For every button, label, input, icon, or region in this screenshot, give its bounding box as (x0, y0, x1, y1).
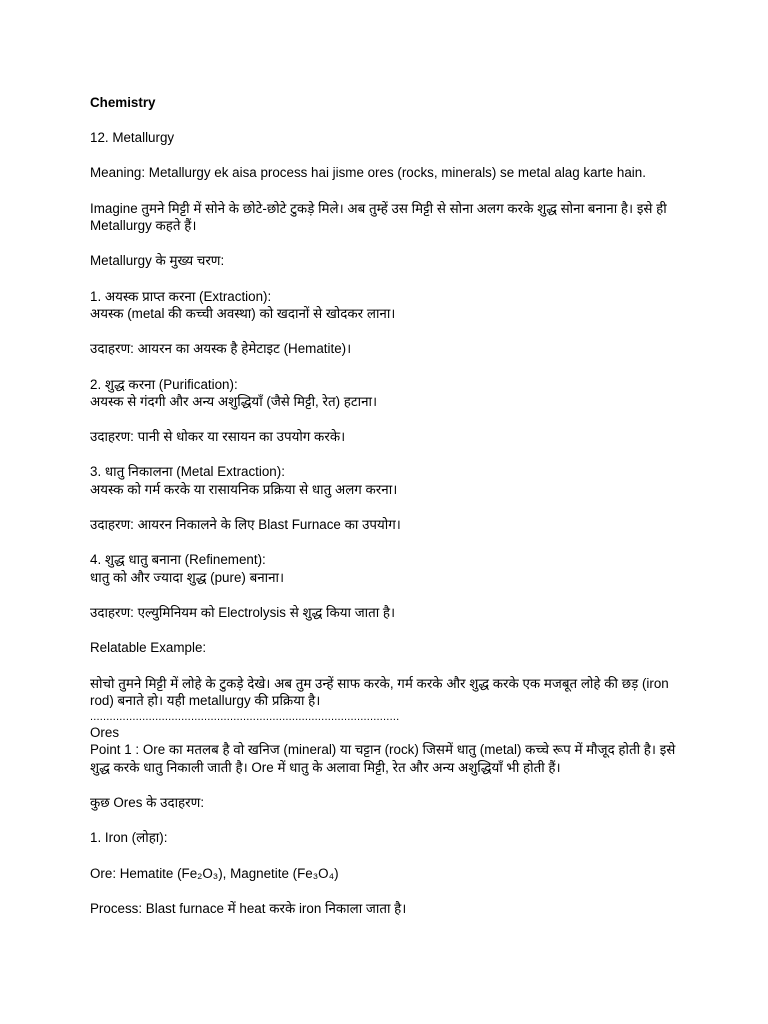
step-description: अयस्क (metal की कच्ची अवस्था) को खदानों से खोदकर लाना। (90, 306, 396, 322)
chapter-heading: 12. Metallurgy (90, 130, 175, 146)
ores-heading: Ores (90, 724, 120, 740)
iron-process-line: Process: Blast furnace में heat करके iron निकाला जाता है। (90, 900, 407, 916)
ores-point-paragraph: Point 1 : Ore का मतलब है वो खनिज (mineral) या चट्टान (rock) जिसमें धातु (metal) कच्चे रूप में मौजूद होती है। इसे शुद्ध करके धातु निकाली जाती है। Ore में धातु के अलावा मिट्टी, रेत और अन्य अशुद्धियाँ भी होती हैं। (90, 742, 676, 775)
step-description: अयस्क से गंदगी और अन्य अशुद्धियाँ (जैसे मिट्टी, रेत) हटाना। (90, 394, 378, 410)
step-title: 4. शुद्ध धातु बनाना (Refinement): (90, 552, 266, 568)
iron-ore-line: Ore: Hematite (Fe₂O₃), Magnetite (Fe₃O₄) (90, 865, 339, 881)
step-title: 3. धातु निकालना (Metal Extraction): (90, 464, 285, 480)
meaning-paragraph: Meaning: Metallurgy ek aisa process hai jisme ores (rocks, minerals) se metal alag karte hain. (90, 165, 646, 181)
step-example: उदाहरण: पानी से धोकर या रसायन का उपयोग करके। (90, 429, 346, 445)
imagine-paragraph: Imagine तुमने मिट्टी में सोने के छोटे-छोटे टुकड़े मिले। अब तुम्हें उस मिट्टी से सोना अलग करके शुद्ध सोना बनाना है। इसे ही Metallurgy कहते हैं। (90, 200, 667, 234)
step-description: धातु को और ज्यादा शुद्ध (pure) बनाना। (90, 570, 285, 586)
step-example: उदाहरण: एल्युमिनियम को Electrolysis से शुद्ध किया जाता है। (90, 605, 396, 621)
step-example: उदाहरण: आयरन का अयस्क है हेमेटाइट (Hematite)। (90, 341, 352, 357)
step-description: अयस्क को गर्म करके या रासायनिक प्रक्रिया से धातु अलग करना। (90, 482, 398, 498)
iron-title: 1. Iron (लोहा): (90, 830, 168, 846)
ores-examples-heading: कुछ Ores के उदाहरण: (90, 795, 205, 811)
step-example: उदाहरण: आयरन निकालने के लिए Blast Furnace का उपयोग। (90, 517, 401, 533)
steps-heading: Metallurgy के मुख्य चरण: (90, 253, 225, 269)
step-title: 1. अयस्क प्राप्त करना (Extraction): (90, 288, 272, 304)
document-title: Chemistry (90, 95, 156, 110)
dotted-divider: ............................................................................................... (90, 710, 400, 723)
relatable-paragraph: सोचो तुमने मिट्टी में लोहे के टुकड़े देखे। अब तुम उन्हें साफ करके, गर्म करके और शुद्ध करके एक मजबूत लोहे की छड़ (iron rod) बनाते हो। यही metallurgy की प्रक्रिया है। (90, 675, 669, 709)
step-title: 2. शुद्ध करना (Purification): (90, 376, 238, 392)
relatable-heading: Relatable Example: (90, 640, 207, 656)
